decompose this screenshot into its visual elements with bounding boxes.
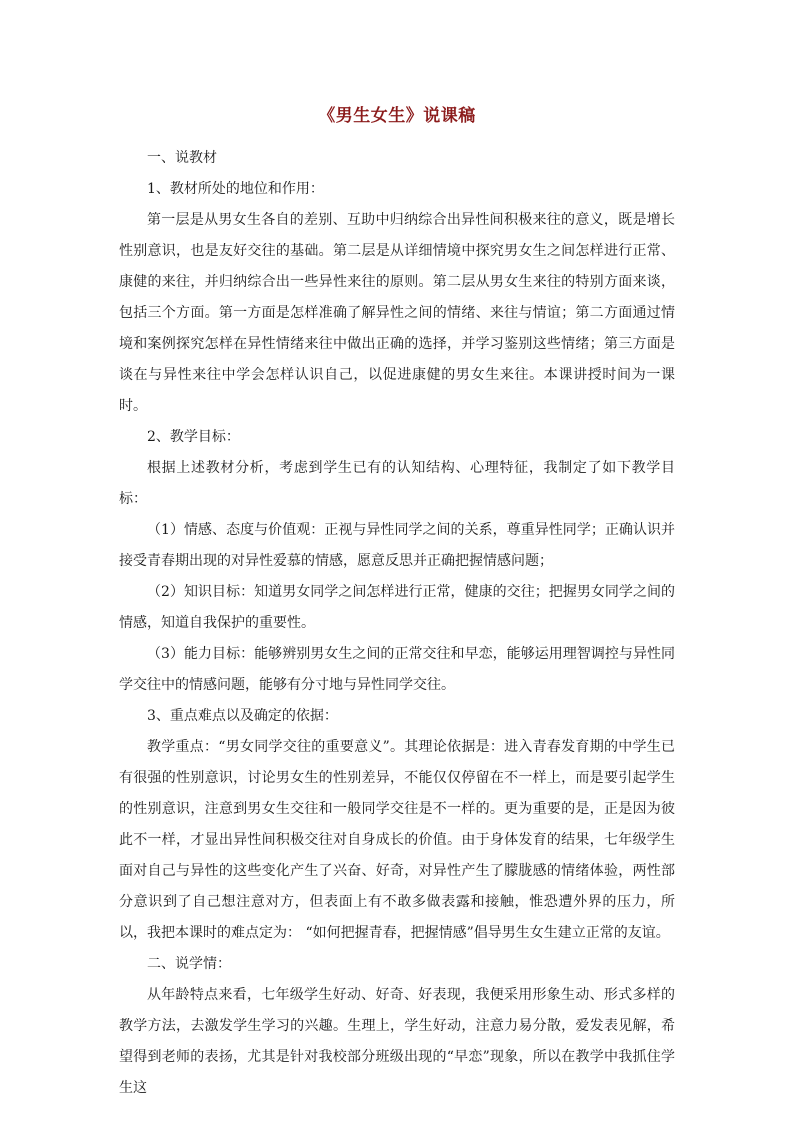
paragraph-goal-ability: （3）能力目标：能够辨别男女生之间的正常交往和早恋，能够运用理智调控与异性同学交往中的情感问题，能够有分寸地与异性同学交往。 xyxy=(119,646,675,693)
section-heading-textbook: 一、说教材 xyxy=(147,150,217,166)
subsection-heading-position: 1、教材所处的地位和作用： xyxy=(147,181,324,197)
document-body xyxy=(119,103,675,1104)
paragraph-goals-intro: 根据上述教材分析，考虑到学生已有的认知结构、心理特征，我制定了如下教学目标： xyxy=(119,460,675,507)
document-title: 《男生女生》说课稿 xyxy=(318,106,476,126)
subsection-heading-key-points: 3、重点难点以及确定的依据： xyxy=(147,708,338,724)
paragraph-learners-body: 从年龄特点来看，七年级学生好动、好奇、好表现，我便采用形象生动、形式多样的教学方法，去激发学生学习的兴趣。生理上，学生好动，注意力易分散，爱发表见解，希望得到老师的表扬，尤其是针对我校部分班级出现的“早恋”现象，所以在教学中我抓住学生这 xyxy=(119,987,675,1096)
subsection-heading-goals: 2、教学目标： xyxy=(147,429,240,445)
paragraph-key-points-body: 教学重点：“男女同学交往的重要意义”。其理论依据是：进入青春发育期的中学生已有很强的性别意识，讨论男女生的性别差异，不能仅仅停留在不一样上，而是要引起学生的性别意识，注意到男女生交往和一般同学交往是不一样的。更为重要的是，正是因为彼此不一样，才显出异性间积极交往对自身成长的价值。由于身体发育的结果，七年级学生面对自己与异性的这些变化产生了兴奋、好奇，对异性产生了朦胧感的情绪体验，两性部分意识到了自己想注意对方，但表面上有不敢多做表露和接触，惟恐遭外界的压力，所以，我把本课时的难点定为： “如何把握青春，把握情感”倡导男生女生建立正常的友谊。 xyxy=(119,739,675,941)
paragraph-goal-knowledge: （2）知识目标：知道男女同学之间怎样进行正常，健康的交往；把握男女同学之间的情感，知道自我保护的重要性。 xyxy=(119,584,675,631)
paragraph-goal-emotion: （1）情感、态度与价值观：正视与异性同学之间的关系，尊重异性同学；正确认识并接受青春期出现的对异性爱慕的情感，愿意反思并正确把握情感问题； xyxy=(119,522,675,569)
section-heading-learners: 二、说学情： xyxy=(147,956,231,972)
paragraph-position-body: 第一层是从男女生各自的差别、互助中归纳综合出异性间积极来往的意义，既是增长性别意识，也是友好交往的基础。第二层是从详细情境中探究男女生之间怎样进行正常、康健的来往，并归纳综合出一些异性来往的原则。第二层从男女生来往的特别方面来谈，包括三个方面。第一方面是怎样准确了解异性之间的情绪、来往与情谊；第二方面通过情境和案例探究怎样在异性情绪来往中做出正确的选择，并学习鉴别这些情绪；第三方面是谈在与异性来往中学会怎样认识自己，以促进康健的男女生来往。本课讲授时间为一课时。 xyxy=(119,212,675,414)
